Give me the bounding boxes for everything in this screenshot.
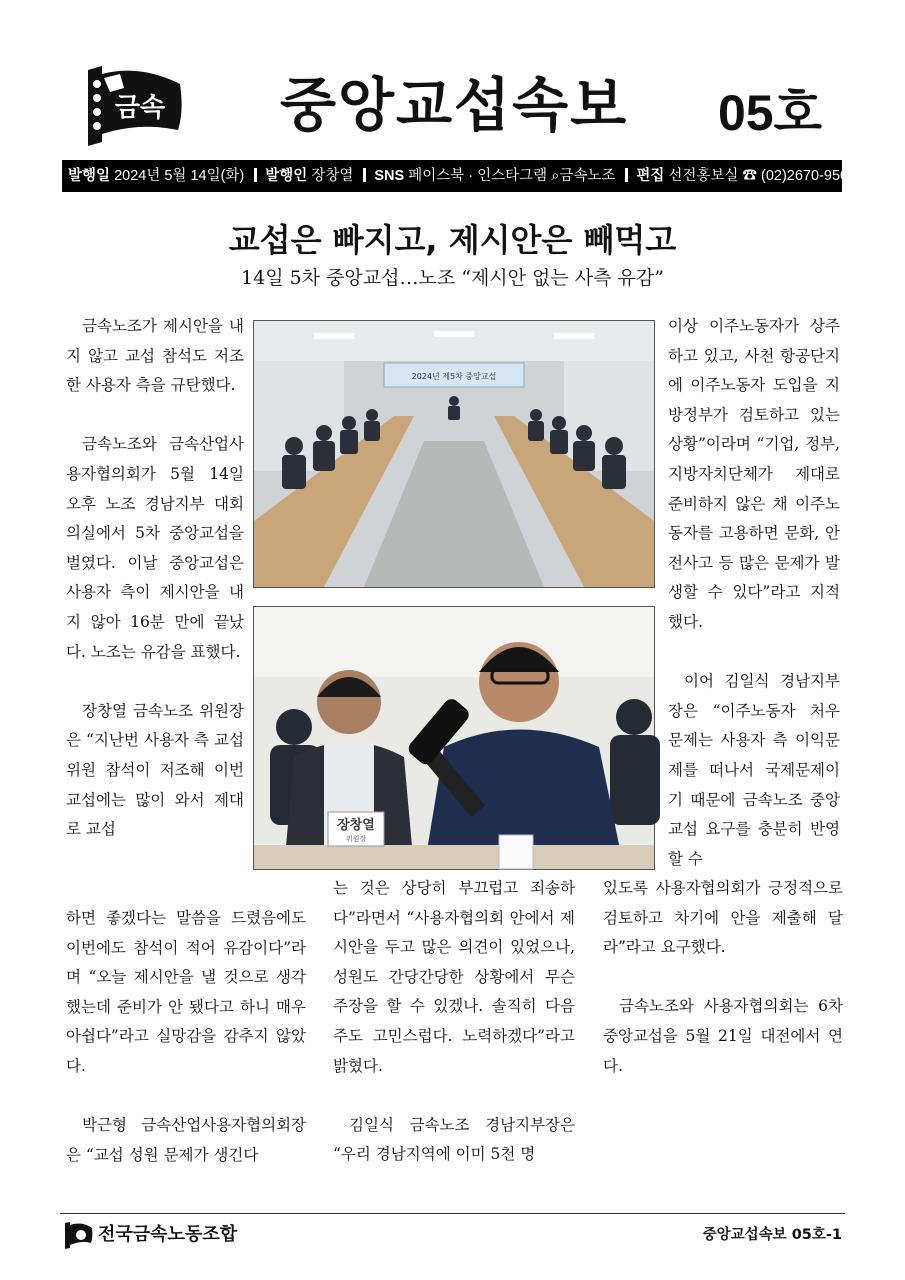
page-number: 중앙교섭속보 05호-1 (702, 1227, 842, 1243)
sns-search-value: 금속노조 (559, 168, 616, 184)
meeting-room-photo (253, 320, 655, 588)
date-label: 발행일 (68, 168, 111, 184)
paragraph: 금속노조와 사용자협의회는 6차 중앙교섭을 5월 21일 대전에서 연다. (603, 997, 843, 1075)
footer-org-name: 전국금속노동조합 (98, 1224, 238, 1245)
logo-text: 금속 (114, 93, 166, 123)
article-column-3 (668, 312, 840, 874)
nameplate-role: 위원장 (345, 835, 367, 843)
search-icon: ⌕ (551, 168, 560, 184)
union-logo (80, 64, 188, 150)
headline: 교섭은 빠지고, 제시안은 빼먹고 (228, 221, 677, 259)
separator (363, 168, 366, 182)
subheadline: 14일 5차 중앙교섭…노조 “제시안 없는 사측 유감” (241, 267, 664, 289)
paragraph: 이상 이주노동자가 상주하고 있고, 사천 항공단지에 이주노동자 도입을 지방정부가 검토하고 있는 상황”이라며 “기업, 정부, 지방자치단체가 제대로 준비하지 않은 채 이주노동자를 고용하면 문화, 안전사고 등 많은 문제가 발생할 수 있다”라고 지적했다. (668, 317, 840, 631)
union-small-logo (62, 1220, 94, 1250)
paragraph: 장창열 금속노조 위원장은 “지난번 사용자 측 교섭위원 참석이 저조해 이번 교섭에는 많이 와서 제대로 교섭 (66, 701, 244, 839)
date-value: 2024년 5월 14일(화) (114, 168, 245, 184)
publisher-label: 발행인 (265, 168, 308, 184)
issue-number: 05호 (718, 85, 822, 141)
article-column-1 (66, 312, 244, 845)
sns-value: 페이스북 · 인스타그램 (408, 168, 548, 184)
article-column-3-lower (603, 874, 843, 1081)
editor-value: 선전홍보실 (668, 168, 739, 184)
separator (254, 168, 257, 182)
fist-flag-icon (80, 64, 188, 150)
phone-value: (02)2670-9507 (761, 168, 857, 184)
article-column-1-lower (66, 904, 306, 1170)
paragraph: 이어 김일식 경남지부장은 “이주노동자 처우 문제는 사용자 측 이익문제를 떠나서 국제문제이기 때문에 금속노조 중앙교섭 요구를 충분히 반영할 수 (668, 672, 840, 868)
paragraph: 박근형 금속산업사용자협의회장은 “교섭 성원 문제가 생긴다 (66, 1116, 306, 1164)
newsletter-title: 중앙교섭속보 (280, 71, 629, 139)
editor-label: 편집 (636, 168, 665, 184)
meeting-banner: 2024년 제5차 중앙교섭 (411, 372, 497, 381)
footer-divider (60, 1213, 845, 1214)
paragraph: 있도록 사용자협의회가 긍정적으로 검토하고 차기에 안을 제출해 달라”라고 요구했다. (603, 879, 843, 957)
sns-label: SNS (374, 168, 405, 184)
paragraph: 김일식 금속노조 경남지부장은 “우리 경남지역에 이미 5천 명 (333, 1115, 575, 1164)
publication-info-bar (62, 160, 857, 192)
paragraph: 금속노조가 제시안을 내지 않고 교섭 참석도 저조한 사용자 측을 규탄했다. (66, 317, 244, 395)
paragraph: 는 것은 상당히 부끄럽고 죄송하다”라면서 “사용자협의회 안에서 제시안을 두고 많은 의견이 있었으나, 성원도 간당간당한 상황에서 무슨 주장을 할 수 있겠나. 솔직히 다음 주도 고민스럽다. 노력하겠다”라고 밝혔다. (333, 879, 575, 1075)
article-column-2 (333, 874, 575, 1170)
nameplate: 장창열 (337, 818, 375, 833)
phone-icon: ☎ (742, 168, 757, 184)
fist-flag-icon (62, 1220, 94, 1250)
separator (625, 168, 628, 182)
paragraph: 금속노조와 금속산업사용자협의회가 5월 14일 오후 노조 경남지부 대회의실에서 5차 중앙교섭을 벌였다. 이날 중앙교섭은 사용자 측이 제시안을 내지 않아 16분 만에 끝났다. 노조는 유감을 표했다. (66, 435, 244, 661)
publisher-value: 장창열 (311, 168, 354, 184)
speaker-photo (253, 606, 655, 870)
paragraph: 하면 좋겠다는 말씀을 드렸음에도 이번에도 참석이 적어 유감이다”라며 “오늘 제시안을 낼 것으로 생각했는데 준비가 안 됐다고 하니 매우 아쉽다”라고 실망감을 감추지 않았다. (66, 909, 306, 1075)
